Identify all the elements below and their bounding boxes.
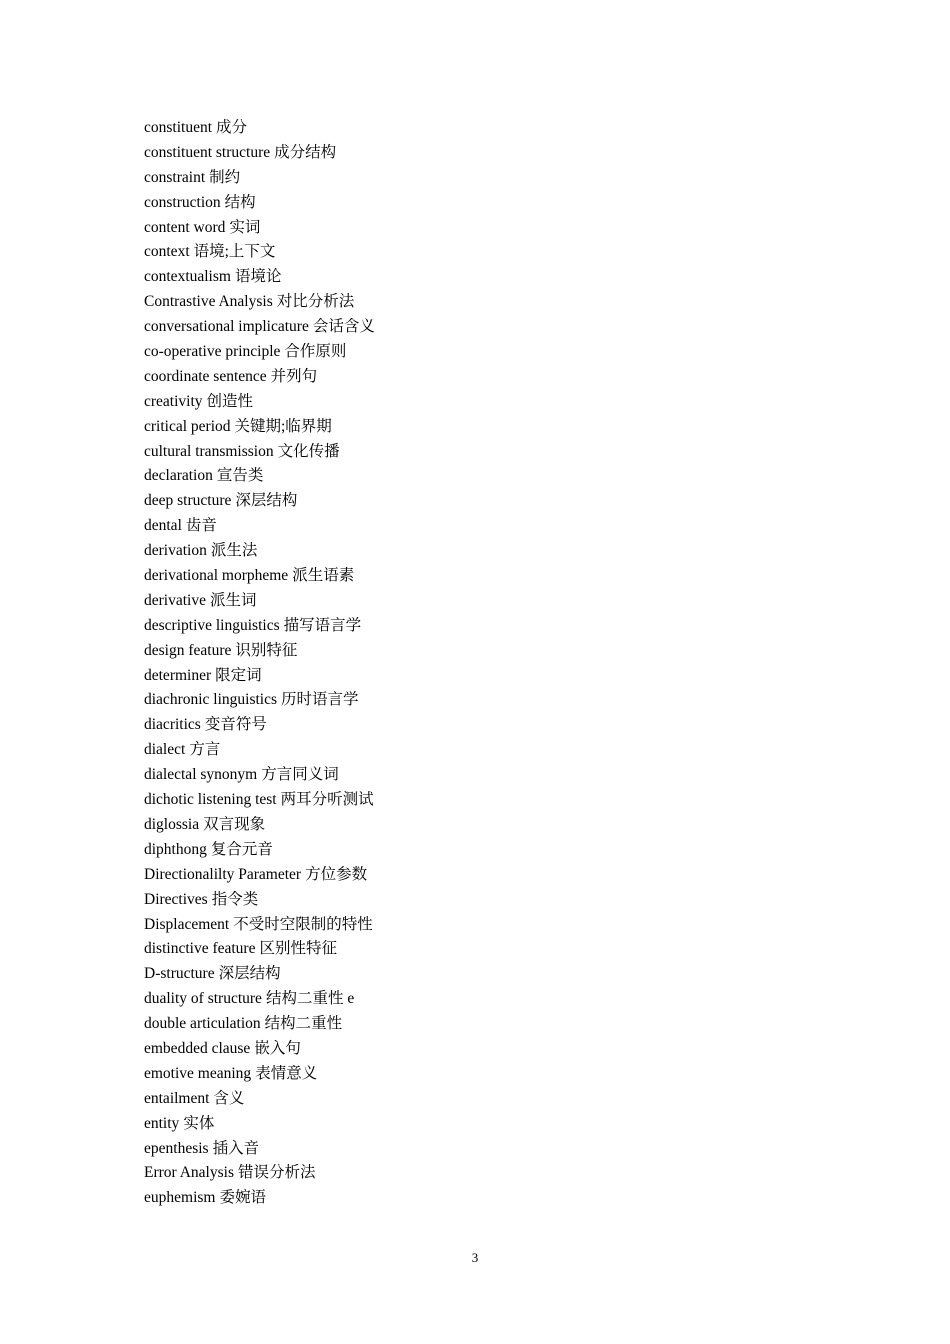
entry-term-english: entity bbox=[144, 1114, 180, 1132]
entry-term-english: conversational implicature bbox=[144, 318, 309, 336]
glossary-entry bbox=[144, 489, 375, 514]
entry-term-english: descriptive linguistics bbox=[144, 616, 280, 634]
glossary-entry bbox=[144, 1012, 375, 1037]
entry-term-chinese: 实体 bbox=[183, 1114, 215, 1132]
glossary-entry bbox=[144, 191, 375, 216]
entry-term-chinese: 成分 bbox=[216, 119, 248, 136]
glossary-entry bbox=[144, 365, 375, 390]
entry-term-chinese: 变音符号 bbox=[204, 716, 267, 734]
entry-term-chinese: 并列句 bbox=[270, 367, 318, 385]
entry-term-chinese: 关键期;临界期 bbox=[234, 417, 332, 435]
glossary-entry bbox=[144, 1186, 375, 1211]
entry-term-english: dialectal synonym bbox=[144, 766, 258, 784]
entry-term-chinese: 结构二重性 e bbox=[265, 990, 355, 1008]
glossary-entry bbox=[144, 141, 375, 166]
entry-term-english: determiner bbox=[144, 666, 212, 684]
glossary-entry bbox=[144, 240, 375, 265]
entry-term-chinese: 指令类 bbox=[211, 890, 259, 908]
entry-term-chinese: 合作原则 bbox=[284, 343, 347, 361]
entry-term-english: dichotic listening test bbox=[144, 791, 277, 809]
entry-term-chinese: 会话含义 bbox=[312, 318, 375, 336]
entry-term-chinese: 派生法 bbox=[210, 542, 258, 560]
entry-term-chinese: 嵌入句 bbox=[254, 1039, 301, 1057]
glossary-entry bbox=[144, 315, 375, 340]
entry-term-english: Contrastive Analysis bbox=[144, 293, 273, 311]
glossary-entry bbox=[144, 265, 375, 290]
entry-term-english: creativity bbox=[144, 392, 203, 410]
entry-term-english: co-operative principle bbox=[144, 343, 281, 361]
glossary-entry bbox=[144, 1161, 375, 1186]
entry-term-english: constituent bbox=[144, 119, 213, 136]
glossary-entry bbox=[144, 340, 375, 365]
entry-term-english: entailment bbox=[144, 1089, 210, 1107]
entry-term-chinese: 双言现象 bbox=[203, 815, 266, 833]
glossary-entry bbox=[144, 1062, 375, 1087]
entry-term-chinese: 齿音 bbox=[185, 517, 217, 535]
entry-term-chinese: 结构二重性 bbox=[264, 1015, 343, 1033]
glossary-entry bbox=[144, 390, 375, 415]
entry-term-english: critical period bbox=[144, 417, 231, 435]
entry-term-english: Displacement bbox=[144, 915, 230, 933]
page-number: 3 bbox=[471, 1250, 479, 1265]
entry-term-chinese: 实词 bbox=[229, 218, 261, 236]
entry-term-english: coordinate sentence bbox=[144, 367, 267, 385]
entry-term-english: constraint bbox=[144, 168, 206, 186]
entry-term-chinese: 文化传播 bbox=[277, 442, 340, 460]
glossary-entry bbox=[144, 116, 375, 141]
glossary-entry bbox=[144, 1087, 375, 1112]
entry-term-english: Error Analysis bbox=[144, 1164, 234, 1182]
glossary-entry bbox=[144, 1037, 375, 1062]
entry-term-english: Directives bbox=[144, 890, 208, 908]
entry-term-english: D-structure bbox=[144, 965, 215, 983]
glossary-entry bbox=[144, 738, 375, 763]
entry-term-chinese: 方言同义词 bbox=[261, 766, 339, 784]
glossary-entry bbox=[144, 863, 375, 888]
entry-term-chinese: 含义 bbox=[213, 1089, 245, 1107]
entry-term-chinese: 方位参数 bbox=[305, 865, 368, 883]
entry-term-chinese: 方言 bbox=[189, 741, 221, 759]
entry-term-english: derivational morpheme bbox=[144, 567, 289, 585]
glossary-entry bbox=[144, 290, 375, 315]
glossary-entry bbox=[144, 216, 375, 241]
entry-term-chinese: 语境论 bbox=[234, 268, 282, 286]
entry-term-english: embedded clause bbox=[144, 1039, 251, 1057]
entry-term-chinese: 两耳分听测试 bbox=[280, 791, 374, 809]
entry-term-english: diachronic linguistics bbox=[144, 691, 278, 709]
entry-term-english: cultural transmission bbox=[144, 442, 274, 460]
glossary-entry bbox=[144, 166, 375, 191]
glossary-entry bbox=[144, 440, 375, 465]
glossary-entry bbox=[144, 639, 375, 664]
glossary-entry bbox=[144, 713, 375, 738]
entry-term-chinese: 不受时空限制的特性 bbox=[233, 915, 373, 933]
glossary-list bbox=[144, 116, 375, 1211]
entry-term-english: euphemism bbox=[144, 1189, 216, 1207]
entry-term-english: dental bbox=[144, 517, 182, 535]
entry-term-chinese: 对比分析法 bbox=[276, 293, 355, 311]
glossary-entry bbox=[144, 589, 375, 614]
glossary-entry bbox=[144, 539, 375, 564]
glossary-entry bbox=[144, 987, 375, 1012]
entry-term-chinese: 历时语言学 bbox=[281, 691, 359, 709]
entry-term-english: deep structure bbox=[144, 492, 232, 510]
glossary-entry bbox=[144, 838, 375, 863]
entry-term-english: Directionalilty Parameter bbox=[144, 865, 302, 883]
entry-term-english: distinctive feature bbox=[144, 940, 256, 958]
glossary-entry bbox=[144, 813, 375, 838]
glossary-entry bbox=[144, 962, 375, 987]
glossary-entry bbox=[144, 464, 375, 489]
entry-term-chinese: 限定词 bbox=[215, 666, 262, 684]
entry-term-chinese: 表情意义 bbox=[255, 1064, 318, 1082]
entry-term-chinese: 复合元音 bbox=[210, 840, 273, 858]
glossary-entry bbox=[144, 788, 375, 813]
glossary-entry bbox=[144, 888, 375, 913]
glossary-entry bbox=[144, 564, 375, 589]
entry-term-english: construction bbox=[144, 193, 221, 211]
entry-term-english: diphthong bbox=[144, 840, 207, 858]
entry-term-english: context bbox=[144, 243, 190, 261]
entry-term-english: declaration bbox=[144, 467, 213, 485]
entry-term-english: content word bbox=[144, 218, 226, 236]
entry-term-chinese: 识别特征 bbox=[235, 641, 298, 659]
entry-term-english: constituent structure bbox=[144, 143, 271, 161]
glossary-entry bbox=[144, 664, 375, 689]
entry-term-chinese: 语境;上下文 bbox=[193, 243, 276, 261]
glossary-entry bbox=[144, 937, 375, 962]
entry-term-chinese: 委婉语 bbox=[219, 1189, 266, 1207]
entry-term-english: duality of structure bbox=[144, 990, 262, 1008]
entry-term-chinese: 宣告类 bbox=[216, 467, 264, 485]
glossary-entry bbox=[144, 1137, 375, 1162]
entry-term-chinese: 派生语素 bbox=[292, 567, 355, 585]
glossary-entry bbox=[144, 913, 375, 938]
entry-term-english: epenthesis bbox=[144, 1139, 209, 1157]
entry-term-chinese: 描写语言学 bbox=[283, 616, 362, 634]
glossary-entry bbox=[144, 1112, 375, 1137]
entry-term-chinese: 区别性特征 bbox=[259, 940, 337, 958]
glossary-entry bbox=[144, 688, 375, 713]
entry-term-chinese: 错误分析法 bbox=[237, 1164, 316, 1182]
entry-term-chinese: 结构 bbox=[224, 193, 256, 211]
entry-term-english: double articulation bbox=[144, 1015, 261, 1033]
glossary-entry bbox=[144, 614, 375, 639]
glossary-entry bbox=[144, 763, 375, 788]
entry-term-english: derivation bbox=[144, 542, 207, 560]
entry-term-english: derivative bbox=[144, 591, 206, 609]
entry-term-english: dialect bbox=[144, 741, 186, 759]
entry-term-english: diacritics bbox=[144, 716, 201, 734]
entry-term-chinese: 插入音 bbox=[212, 1139, 260, 1157]
entry-term-english: contextualism bbox=[144, 268, 231, 286]
glossary-entry bbox=[144, 514, 375, 539]
entry-term-chinese: 深层结构 bbox=[235, 492, 298, 510]
entry-term-chinese: 成分结构 bbox=[274, 143, 337, 161]
entry-term-chinese: 创造性 bbox=[206, 392, 254, 410]
entry-term-chinese: 派生词 bbox=[209, 591, 257, 609]
entry-term-chinese: 制约 bbox=[209, 168, 241, 186]
glossary-entry bbox=[144, 415, 375, 440]
entry-term-english: emotive meaning bbox=[144, 1064, 252, 1082]
entry-term-chinese: 深层结构 bbox=[218, 965, 281, 983]
entry-term-english: design feature bbox=[144, 641, 232, 659]
entry-term-english: diglossia bbox=[144, 815, 200, 833]
